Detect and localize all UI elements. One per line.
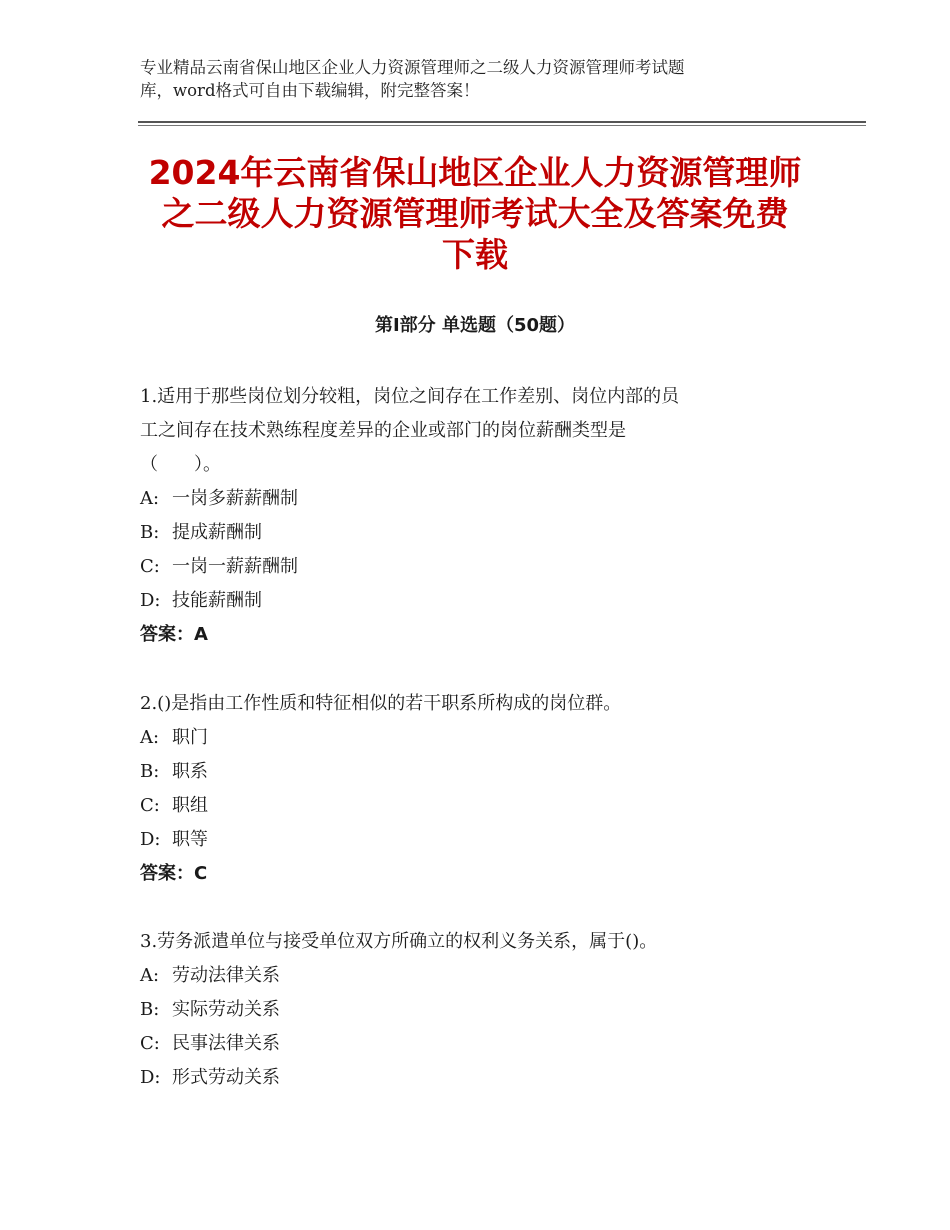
option-d bbox=[140, 588, 840, 622]
option-text: 提成薪酬制 bbox=[172, 522, 262, 543]
option-b bbox=[140, 759, 840, 793]
document-title-line: 下载 bbox=[442, 235, 508, 274]
question-stem-line: 3.劳务派遣单位与接受单位双方所确立的权利义务关系，属于()。 bbox=[140, 931, 658, 952]
option-letter: B: bbox=[140, 999, 160, 1020]
option-text: 民事法律关系 bbox=[172, 1033, 280, 1054]
question-2 bbox=[140, 691, 840, 895]
document-title-line: 2024年云南省保山地区企业人力资源管理师 bbox=[148, 153, 802, 192]
option-text: 职等 bbox=[172, 829, 208, 850]
question-stem-line: 工之间存在技术熟练程度差异的企业或部门的岗位薪酬类型是 bbox=[140, 420, 626, 441]
option-text: 形式劳动关系 bbox=[172, 1067, 280, 1088]
header-divider-thick bbox=[138, 121, 866, 123]
answer: 答案：C bbox=[140, 863, 208, 884]
option-c bbox=[140, 554, 840, 588]
option-a bbox=[140, 725, 840, 759]
option-c bbox=[140, 793, 840, 827]
option-letter: C: bbox=[140, 556, 160, 577]
document-title bbox=[120, 152, 830, 275]
option-a bbox=[140, 486, 840, 520]
option-letter: B: bbox=[140, 761, 160, 782]
option-text: 一岗一薪薪酬制 bbox=[172, 556, 298, 577]
option-letter: D: bbox=[140, 829, 161, 850]
option-b bbox=[140, 520, 840, 554]
option-text: 职系 bbox=[172, 761, 208, 782]
question-stem-line: （ ）。 bbox=[140, 454, 221, 475]
option-text: 一岗多薪薪酬制 bbox=[172, 488, 298, 509]
option-letter: A: bbox=[140, 965, 160, 986]
question-stem bbox=[140, 929, 840, 963]
question-stem bbox=[140, 384, 840, 486]
header-note-line: 专业精品云南省保山地区企业人力资源管理师之二级人力资源管理师考试题 bbox=[140, 58, 685, 77]
question-stem-line: 2.()是指由工作性质和特征相似的若干职系所构成的岗位群。 bbox=[140, 693, 622, 714]
option-text: 职门 bbox=[172, 727, 208, 748]
question-stem-line: 1.适用于那些岗位划分较粗，岗位之间存在工作差别、岗位内部的员 bbox=[140, 386, 680, 407]
option-c bbox=[140, 1031, 840, 1065]
option-b bbox=[140, 997, 840, 1031]
option-a bbox=[140, 963, 840, 997]
option-text: 劳动法律关系 bbox=[172, 965, 280, 986]
header-note bbox=[140, 56, 780, 102]
option-text: 技能薪酬制 bbox=[172, 590, 262, 611]
option-d bbox=[140, 1065, 840, 1099]
option-text: 实际劳动关系 bbox=[172, 999, 280, 1020]
question-3 bbox=[140, 929, 840, 1099]
option-letter: C: bbox=[140, 795, 160, 816]
document-title-line: 之二级人力资源管理师考试大全及答案免费 bbox=[161, 194, 789, 233]
header-divider-thin bbox=[138, 125, 866, 126]
answer: 答案：A bbox=[140, 624, 208, 645]
option-d bbox=[140, 827, 840, 861]
option-letter: B: bbox=[140, 522, 160, 543]
question-1 bbox=[140, 384, 840, 656]
option-letter: D: bbox=[140, 590, 161, 611]
option-letter: C: bbox=[140, 1033, 160, 1054]
option-letter: D: bbox=[140, 1067, 161, 1088]
option-letter: A: bbox=[140, 488, 160, 509]
section-title: 第Ⅰ部分 单选题（50题） bbox=[374, 315, 575, 336]
option-letter: A: bbox=[140, 727, 160, 748]
question-stem bbox=[140, 691, 840, 725]
option-text: 职组 bbox=[172, 795, 208, 816]
header-note-line: 库，word格式可自由下载编辑，附完整答案！ bbox=[140, 81, 480, 100]
